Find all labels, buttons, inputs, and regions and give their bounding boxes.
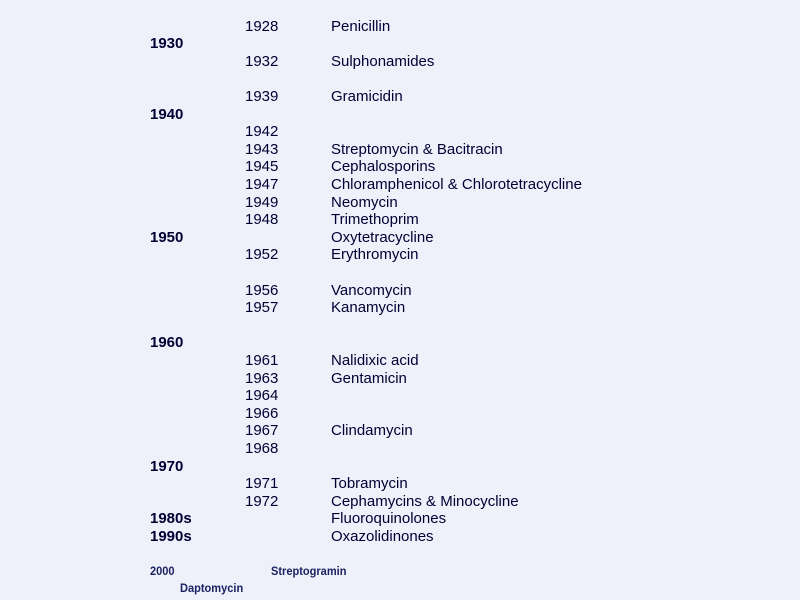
year-label: 1972 <box>245 493 279 510</box>
year-label: 1939 <box>245 88 279 105</box>
year-label: 1971 <box>245 475 279 492</box>
year-label: 1961 <box>245 352 279 369</box>
antibiotic-name: Oxazolidinones <box>331 528 434 545</box>
year-label: 1943 <box>245 141 279 158</box>
antibiotic-name: Kanamycin <box>331 299 406 316</box>
decade-label: 1980s <box>150 510 192 527</box>
decade-label: 1970 <box>150 458 184 475</box>
footer-drug-streptogramin: Streptogramin <box>271 564 347 578</box>
decade-label: 1930 <box>150 35 184 52</box>
footer-drug-daptomycin: Daptomycin <box>180 581 244 595</box>
antibiotic-name: Chloramphenicol & Chlorotetracycline <box>331 176 582 193</box>
year-label: 1947 <box>245 176 279 193</box>
year-label: 1928 <box>245 18 279 35</box>
year-label: 1967 <box>245 422 279 439</box>
year-label: 1932 <box>245 53 279 70</box>
antibiotic-name: Cephalosporins <box>331 158 436 175</box>
year-label: 1968 <box>245 440 279 457</box>
antibiotic-name: Clindamycin <box>331 422 413 439</box>
year-label: 1949 <box>245 194 279 211</box>
year-label: 1966 <box>245 405 279 422</box>
year-label: 1942 <box>245 123 279 140</box>
year-label: 1964 <box>245 387 279 404</box>
decade-label: 1990s <box>150 528 192 545</box>
antibiotic-name: Gramicidin <box>331 88 403 105</box>
footer-year: 2000 <box>150 564 175 578</box>
antibiotic-name: Cephamycins & Minocycline <box>331 493 519 510</box>
year-label: 1956 <box>245 282 279 299</box>
antibiotic-name: Vancomycin <box>331 282 412 299</box>
antibiotic-name: Sulphonamides <box>331 53 435 70</box>
antibiotic-name: Streptomycin & Bacitracin <box>331 141 503 158</box>
antibiotic-name: Tobramycin <box>331 475 408 492</box>
antibiotic-name: Neomycin <box>331 194 398 211</box>
year-label: 1963 <box>245 370 279 387</box>
year-label: 1952 <box>245 246 279 263</box>
decade-label: 1960 <box>150 334 184 351</box>
year-label: 1957 <box>245 299 279 316</box>
antibiotic-name: Gentamicin <box>331 370 407 387</box>
antibiotic-name: Oxytetracycline <box>331 229 434 246</box>
antibiotic-name: Erythromycin <box>331 246 419 263</box>
antibiotic-name: Nalidixic acid <box>331 352 419 369</box>
antibiotic-name: Trimethoprim <box>331 211 419 228</box>
year-label: 1945 <box>245 158 279 175</box>
decade-label: 1940 <box>150 106 184 123</box>
antibiotic-name: Fluoroquinolones <box>331 510 447 527</box>
antibiotic-name: Penicillin <box>331 18 391 35</box>
year-label: 1948 <box>245 211 279 228</box>
decade-label: 1950 <box>150 229 184 246</box>
